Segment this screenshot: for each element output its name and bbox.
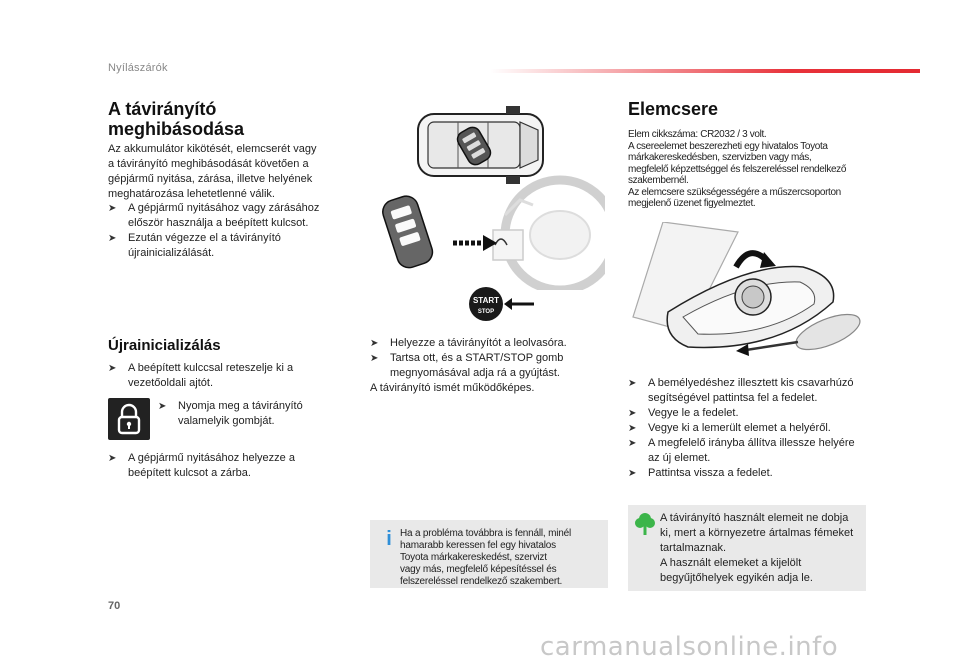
title-line-2: meghibásodása: [108, 119, 245, 139]
padlock-button-icon: [108, 398, 150, 440]
tree-icon: [634, 511, 656, 542]
arrow-bullet-icon: ➤: [108, 203, 117, 214]
list-item: ➤ Vegye ki a lemerült elemet a helyéről.: [628, 422, 831, 434]
arrow-bullet-icon: ➤: [370, 338, 379, 349]
left-intro: Az akkumulátor kikötését, elemcserét vagy a távirányító meghibásodását követően a gépjármű nyitása, zárása, illetve helyének meghatározása lehetetlenné válik.: [108, 143, 317, 200]
arrow-bullet-icon: ➤: [628, 438, 637, 449]
list-item: ➤ Nyomja meg a távirányító valamelyik gombját.: [158, 400, 303, 427]
list-item: ➤ Pattintsa vissza a fedelet.: [628, 467, 773, 479]
arrow-bullet-icon: ➤: [628, 468, 637, 479]
start-label: START: [472, 296, 500, 305]
battery-spec-text: Elem cikkszáma: CR2032 / 3 volt. A csereelemet beszerezheti egy hivatalos Toyota márkakereskedésben, szervizben vagy más, megfelelő képzettséggel és felszereléssel rendelkező szakembernél. Az elemcsere szükségességére a műszercsoporton megjelenő üzenet figyelmeztet.: [628, 129, 847, 209]
lock-bullet: [158, 399, 358, 429]
info-note-box: [370, 520, 608, 588]
info-icon: i: [386, 528, 392, 550]
arrow-bullet-icon: ➤: [108, 363, 117, 374]
title-line-1: A távirányító: [108, 99, 217, 119]
header-accent-bar: [490, 69, 920, 73]
environment-note-text: A távirányító használt elemeit ne dobja ki, mert a környezetre ártalmas fémeket tartalmaznak. A használt elemeket a kijelölt begyűjtőhelyek egyikén adja le.: [660, 512, 854, 584]
list-item: ➤ Tartsa ott, és a START/STOP gomb megnyomásával adja rá a gyújtást.: [370, 352, 564, 379]
arrow-bullet-icon: ➤: [628, 423, 637, 434]
arrow-bullet-icon: ➤: [628, 408, 637, 419]
reinit-bullet-1: [108, 361, 348, 391]
middle-bullets: [370, 336, 610, 381]
watermark: carmanualsonline.info: [540, 632, 839, 662]
left-bullets: [108, 201, 348, 261]
list-item: ➤ Vegye le a fedelet.: [628, 407, 739, 419]
list-item: ➤ A gépjármű nyitásához helyezze a beépített kulcsot a zárba.: [108, 452, 295, 479]
list-item: ➤ A bemélyedéshez illesztett kis csavarhúzó segítségével pattintsa fel a fedelet.: [628, 377, 854, 404]
left-title: [108, 99, 348, 139]
stop-label: STOP: [477, 309, 495, 315]
reinit-bullet-3: [108, 451, 348, 481]
arrow-bullet-icon: ➤: [108, 453, 117, 464]
list-item: ➤ A beépített kulccsal reteszelje ki a vezetőoldali ajtót.: [108, 362, 294, 389]
arrow-bullet-icon: ➤: [370, 353, 379, 364]
environment-note-box: [628, 505, 866, 591]
list-item: ➤ Ezután végezze el a távirányító újrainicializálását.: [108, 232, 281, 259]
info-note-text: Ha a probléma továbbra is fennáll, minél hamarabb keressen fel egy hivatalos Toyota márkakereskedést, szervizt vagy más, megfelelő képesítéssel és felszereléssel rendelkező szakembert.: [400, 528, 571, 587]
list-item: ➤ A gépjármű nyitásához vagy zárásához először használja a beépített kulcsot.: [108, 202, 320, 229]
middle-result: A távirányító ismét működőképes.: [370, 382, 535, 394]
start-stop-button-illustration: [468, 286, 538, 327]
page-number: 70: [108, 600, 121, 612]
list-item: ➤ Helyezze a távirányítót a leolvasóra.: [370, 337, 567, 349]
right-title: Elemcsere: [628, 99, 719, 119]
section-label: Nyílászárók: [108, 62, 168, 74]
arrow-bullet-icon: ➤: [158, 401, 167, 412]
battery-replacement-illustration: [628, 222, 868, 362]
right-bullets: [628, 376, 868, 481]
reinit-heading: Újrainicializálás: [108, 337, 221, 354]
key-fob-reader-illustration: [375, 175, 605, 290]
arrow-bullet-icon: ➤: [108, 233, 117, 244]
arrow-bullet-icon: ➤: [628, 378, 637, 389]
list-item: ➤ A megfelelő irányba állítva illessze helyére az új elemet.: [628, 437, 855, 464]
